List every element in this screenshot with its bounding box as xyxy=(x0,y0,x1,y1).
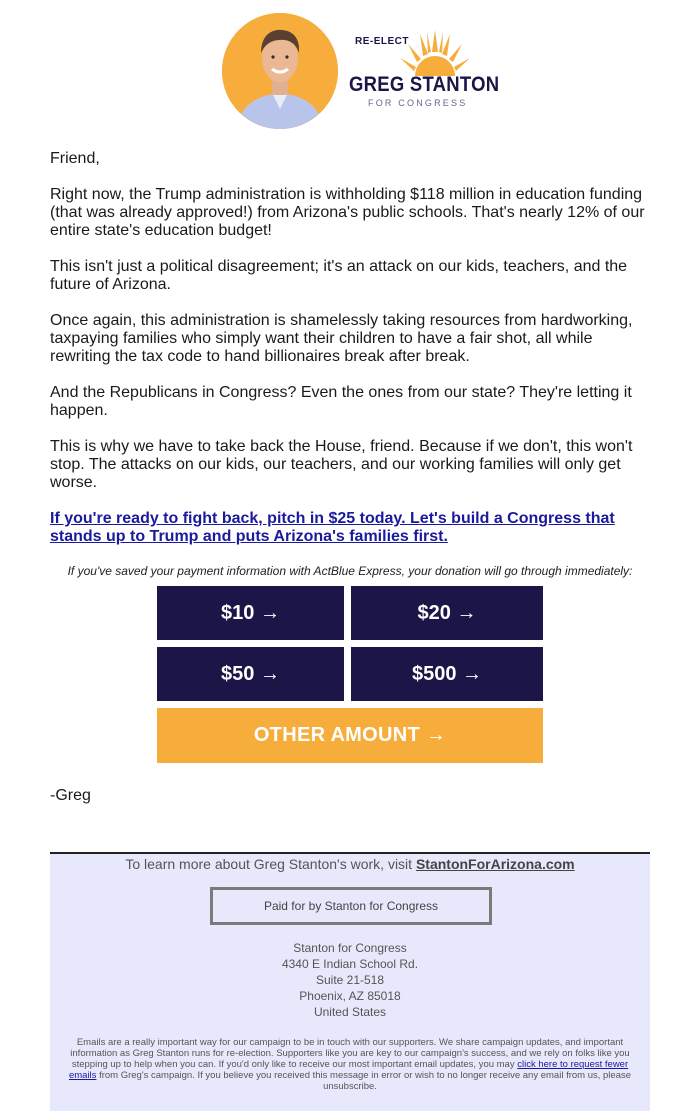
fine-print-text: Emails are a really important way for our campaign to be in touch with our supporters. We share campaign updates, and important information as Greg Stanton runs for re-election. Supporters like you are key to our campaign's success, and we rely on folks like you stepping up to help when you can. If you'd only like to receive our most important email updates, you may xyxy=(70,1037,630,1070)
address-line: 4340 E Indian School Rd. xyxy=(281,957,419,971)
mailing-address xyxy=(50,940,650,1020)
logo-sub-text: FOR CONGRESS xyxy=(368,98,468,108)
learn-more-line xyxy=(50,856,650,872)
body-paragraph: This isn't just a political disagreement; it's an attack on our kids, teachers, and the future of Arizona. xyxy=(50,258,628,293)
email-footer xyxy=(50,852,650,1111)
donate-cta-link[interactable]: If you're ready to fight back, pitch in $25 today. Let's build a Congress that stands up to Trump and puts Arizona's families first. xyxy=(50,510,615,545)
donate-10-button[interactable]: $10 → xyxy=(157,586,344,640)
email-body xyxy=(50,150,650,546)
fine-print-text-end: from Greg's campaign. If you believe you received this message in error or wish to no longer receive any email from us, please unsubscribe. xyxy=(99,1070,632,1092)
greeting: Friend, xyxy=(50,150,100,167)
candidate-photo xyxy=(222,13,338,129)
address-line: United States xyxy=(313,1005,387,1019)
candidate-portrait-icon xyxy=(222,13,338,129)
signoff: -Greg xyxy=(50,787,91,804)
body-paragraph: This is why we have to take back the House, friend. Because if we don't, this won't stop. The attacks on our kids, our teachers, and our working families will only get worse. xyxy=(50,438,633,491)
logo-name-text: GREG STANTON xyxy=(349,73,500,96)
donate-20-button[interactable]: $20 → xyxy=(351,586,543,640)
donate-500-button[interactable]: $500 → xyxy=(351,647,543,701)
donate-50-button[interactable]: $50 → xyxy=(157,647,344,701)
body-paragraph: And the Republicans in Congress? Even the ones from our state? They're letting it happen. xyxy=(50,384,632,419)
address-line: Suite 21-518 xyxy=(315,973,385,987)
email-header xyxy=(0,0,700,140)
fine-print xyxy=(60,1037,640,1092)
body-paragraph: Right now, the Trump administration is withholding $118 million in education funding (that was already approved!) from Arizona's public schools. That's nearly 12% of our entire state's education budget! xyxy=(50,186,645,239)
address-line: Phoenix, AZ 85018 xyxy=(299,989,401,1003)
address-line: Stanton for Congress xyxy=(293,941,407,955)
learn-more-text: To learn more about Greg Stanton's work, visit xyxy=(125,856,413,872)
actblue-note: If you've saved your payment information with ActBlue Express, your donation will go through immediately: xyxy=(67,564,633,578)
donate-other-amount-button[interactable]: OTHER AMOUNT → xyxy=(157,708,543,763)
logo-reelect-text: RE-ELECT xyxy=(355,36,409,47)
campaign-website-link[interactable]: StantonForArizona.com xyxy=(415,856,575,872)
paid-for-disclaimer: Paid for by Stanton for Congress xyxy=(210,887,492,925)
fewer-emails-link[interactable]: click here to request fewer emails xyxy=(68,1059,629,1081)
campaign-logo xyxy=(340,28,500,118)
body-paragraph: Once again, this administration is shamelessly taking resources from hardworking, taxpaying families who simply want their children to have a fair shot, all while rewriting the tax code to hand billionaires break after break. xyxy=(50,312,633,365)
